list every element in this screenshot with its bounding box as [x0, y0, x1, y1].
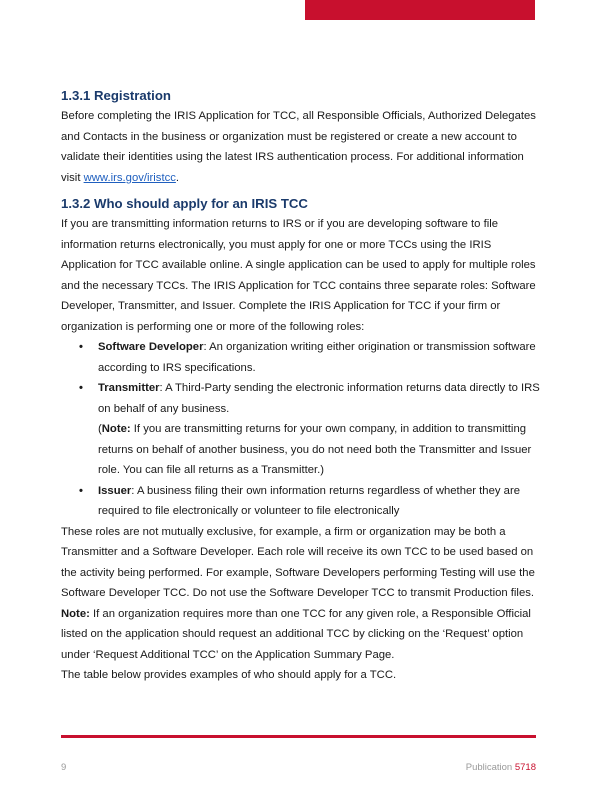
note-text: If you are transmitting returns for your own company, in addition to transmitting returns on behalf of another business, you do not need both the Transmitter and Issuer role. You can file all returns as a Transmitter.): [98, 423, 532, 476]
roles-paragraph: These roles are not mutually exclusive, for example, a firm or organization may be both a Transmitter and a Software Developer. Each role will receive its own TCC to be used based on the activity being performed. For example, Software Developers performing Testing will use the Software Developer TCC. Do not use the Software Developer TCC to transmit Production files.: [61, 525, 535, 599]
note-label: Note:: [101, 423, 131, 435]
publication-text: Publication: [465, 762, 513, 773]
role-description: : An organization writing either origination or transmission software according to IRS specifications.: [98, 341, 536, 374]
bullet-icon: •: [79, 484, 83, 497]
roles-list: [61, 337, 541, 522]
registration-paragraph: [61, 106, 541, 188]
role-description: : A Third-Party sending the electronic information returns data directly to IRS on behalf of any business.: [98, 382, 540, 415]
note-text: If an organization requires more than one TCC for any given role, a Responsible Official listed on the application should request an additional TCC by clicking on the ‘Request’ option under ‘Request Additional TCC’ on the Application Summary Page.: [61, 607, 531, 661]
publication-number: 5718: [514, 762, 536, 773]
bullet-icon: •: [79, 341, 83, 353]
role-term: Issuer: [98, 484, 132, 497]
header-accent-bar: [305, 0, 535, 20]
role-description: : A business filing their own information returns regardless of whether they are required to file electronically or volunteer to file electronically: [98, 484, 520, 517]
who-should-apply-intro: If you are transmitting information returns to IRS or if you are developing software to file information returns electronically, you must apply for one or more TCCs using the IRIS Application for TCC available online. A single application can be used to apply for multiple roles and the necessary TCCs. The IRIS Application for TCC contains three separate roles: Software Developer, Transmitter, and Issuer. Complete the IRIS Application for TCC if your firm or organization is performing one or more of the following roles:: [61, 218, 536, 333]
closing-paragraph: The table below provides examples of who should apply for a TCC.: [61, 669, 397, 681]
registration-text: Before completing the IRIS Application for TCC, all Responsible Officials, Authorized Delegates and Contacts in the business or organization must be registered or create a new account to validate their identities using the latest IRS authentication process. For additional information visit: [61, 110, 536, 184]
section-title-registration: 1.3.1 Registration: [61, 88, 171, 103]
list-item: [61, 481, 541, 522]
role-term: Software Developer: [98, 341, 204, 353]
bullet-icon: •: [79, 382, 83, 394]
role-term: Transmitter: [98, 382, 160, 394]
section-title-who-should-apply: 1.3.2 Who should apply for an IRIS TCC: [61, 196, 308, 211]
list-item: [61, 337, 541, 378]
footer-divider: [61, 735, 536, 738]
page-number: 9: [61, 762, 67, 773]
note-paragraph: [61, 604, 541, 666]
note-label: Note:: [61, 607, 90, 620]
page-content: [61, 86, 541, 686]
iristcc-link[interactable]: www.irs.gov/iristcc: [83, 171, 176, 184]
publication-label: [466, 762, 536, 773]
list-item: [61, 378, 541, 481]
registration-text-end: .: [175, 171, 180, 184]
note-open-paren: (: [98, 423, 102, 435]
